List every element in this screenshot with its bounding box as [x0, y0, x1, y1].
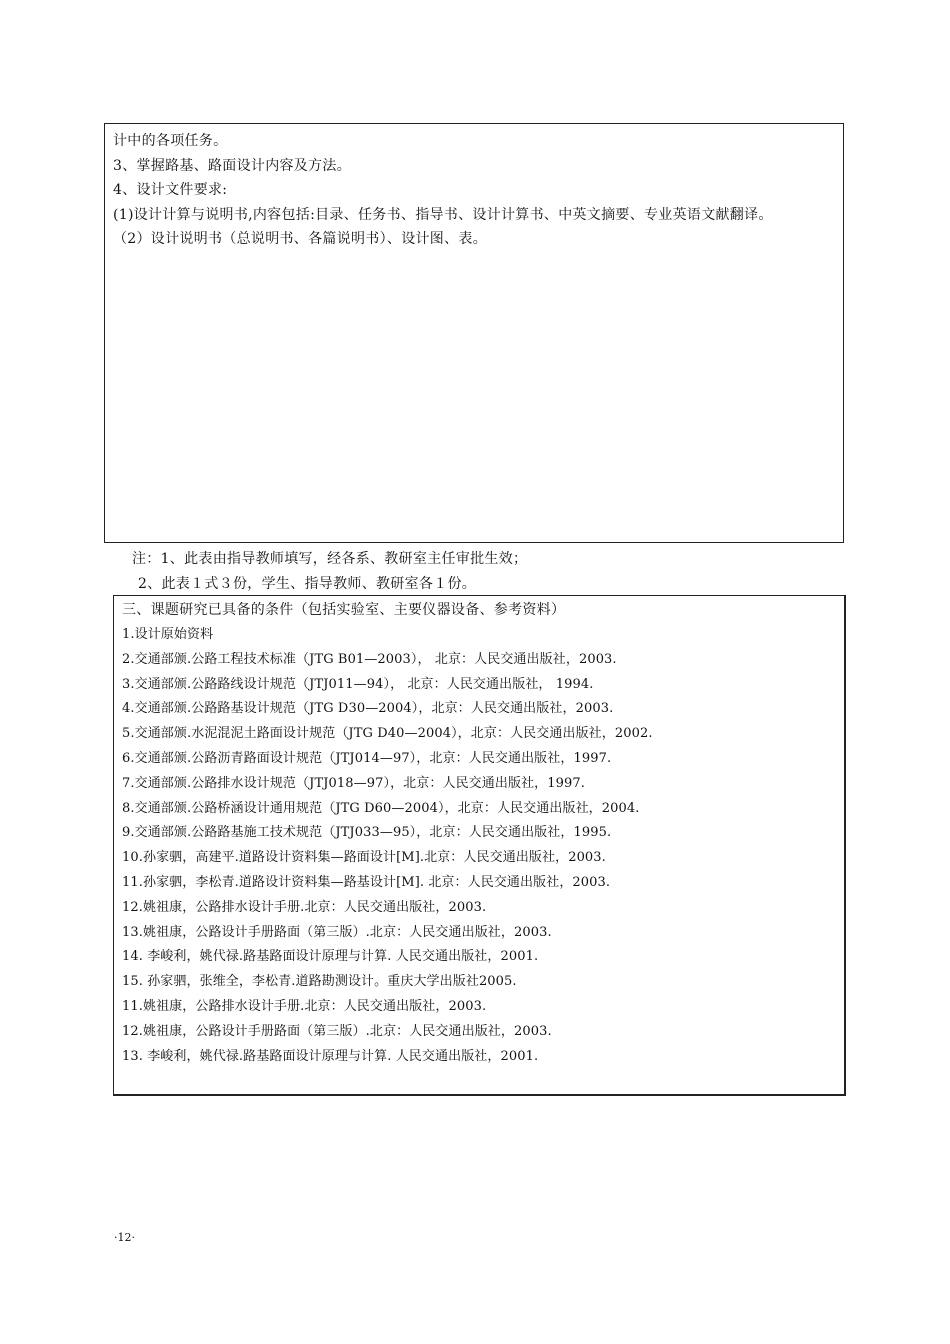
note-2: 2、此表１式３份，学生、指导教师、教研室各１份。 — [138, 576, 477, 592]
reference-item: 9.交通部颁.公路路基施工技术规范（JTJ033—95），北京：人民交通出版社，1995. — [122, 825, 612, 841]
reference-item: 15. 孙家驷，张维全，李松青.道路勘测设计。重庆大学出版社2005. — [122, 974, 517, 990]
reference-item: 5.交通部颁.水泥混泥土路面设计规范（JTG D40—2004），北京：人民交通出版社，2002. — [122, 726, 653, 742]
reference-item: 13. 李峻利，姚代禄.路基路面设计原理与计算. 人民交通出版社，2001. — [122, 1048, 539, 1064]
page-number: ·12· — [114, 1231, 135, 1244]
reference-item: 1.设计原始资料 — [122, 627, 214, 642]
task-line: 计中的各项任务。 — [113, 133, 228, 149]
task-line: 3、掌握路基、路面设计内容及方法。 — [113, 157, 352, 174]
task-line: (1)设计计算与说明书,内容包括:目录、任务书、指导书、设计计算书、中英文摘要、专业英语文献翻译。 — [113, 206, 773, 223]
reference-item: 8.交通部颁.公路桥涵设计通用规范（JTG D60—2004），北京：人民交通出版社，2004. — [122, 800, 640, 816]
reference-item: 4.交通部颁.公路路基设计规范（JTG D30—2004），北京：人民交通出版社，2003. — [122, 701, 614, 717]
reference-item: 3.交通部颁.公路路线设计规范（JTJ011—94）， 北京：人民交通出版社， 1994. — [122, 676, 594, 692]
task-line: 4、设计文件要求: — [113, 182, 228, 198]
task-line: （2）设计说明书（总说明书、各篇说明书）、设计图、表。 — [113, 231, 488, 247]
reference-item: 11.孙家驷，李松青.道路设计资料集—路基设计[M]. 北京：人民交通出版社，2003. — [122, 874, 611, 890]
reference-item: 6.交通部颁.公路沥青路面设计规范（JTJ014—97），北京：人民交通出版社，1997. — [122, 750, 612, 766]
reference-item: 11.姚祖康，公路排水设计手册.北京：人民交通出版社，2003. — [122, 998, 487, 1014]
reference-item: 12.姚祖康，公路排水设计手册.北京：人民交通出版社，2003. — [122, 899, 487, 915]
task-requirements-box — [104, 123, 844, 543]
reference-item: 13.姚祖康，公路设计手册路面（第三版）.北京：人民交通出版社，2003. — [122, 924, 552, 940]
reference-item: 7.交通部颁.公路排水设计规范（JTJ018—97），北京：人民交通出版社，1997. — [122, 775, 586, 791]
section-heading: 三、课题研究已具备的条件（包括实验室、主要仪器设备、参考资料） — [122, 602, 566, 618]
research-conditions-box — [113, 595, 846, 1096]
reference-item: 10.孙家驷，高建平.道路设计资料集—路面设计[M].北京：人民交通出版社，2003. — [122, 850, 606, 866]
reference-item: 12.姚祖康，公路设计手册路面（第三版）.北京：人民交通出版社，2003. — [122, 1023, 552, 1039]
reference-item: 14. 李峻利，姚代禄.路基路面设计原理与计算. 人民交通出版社，2001. — [122, 949, 539, 965]
note-1: 注：1、此表由指导教师填写，经各系、教研室主任审批生效； — [132, 551, 528, 567]
reference-item: 2.交通部颁.公路工程技术标准（JTG B01—2003）， 北京：人民交通出版社，2003. — [122, 651, 617, 667]
